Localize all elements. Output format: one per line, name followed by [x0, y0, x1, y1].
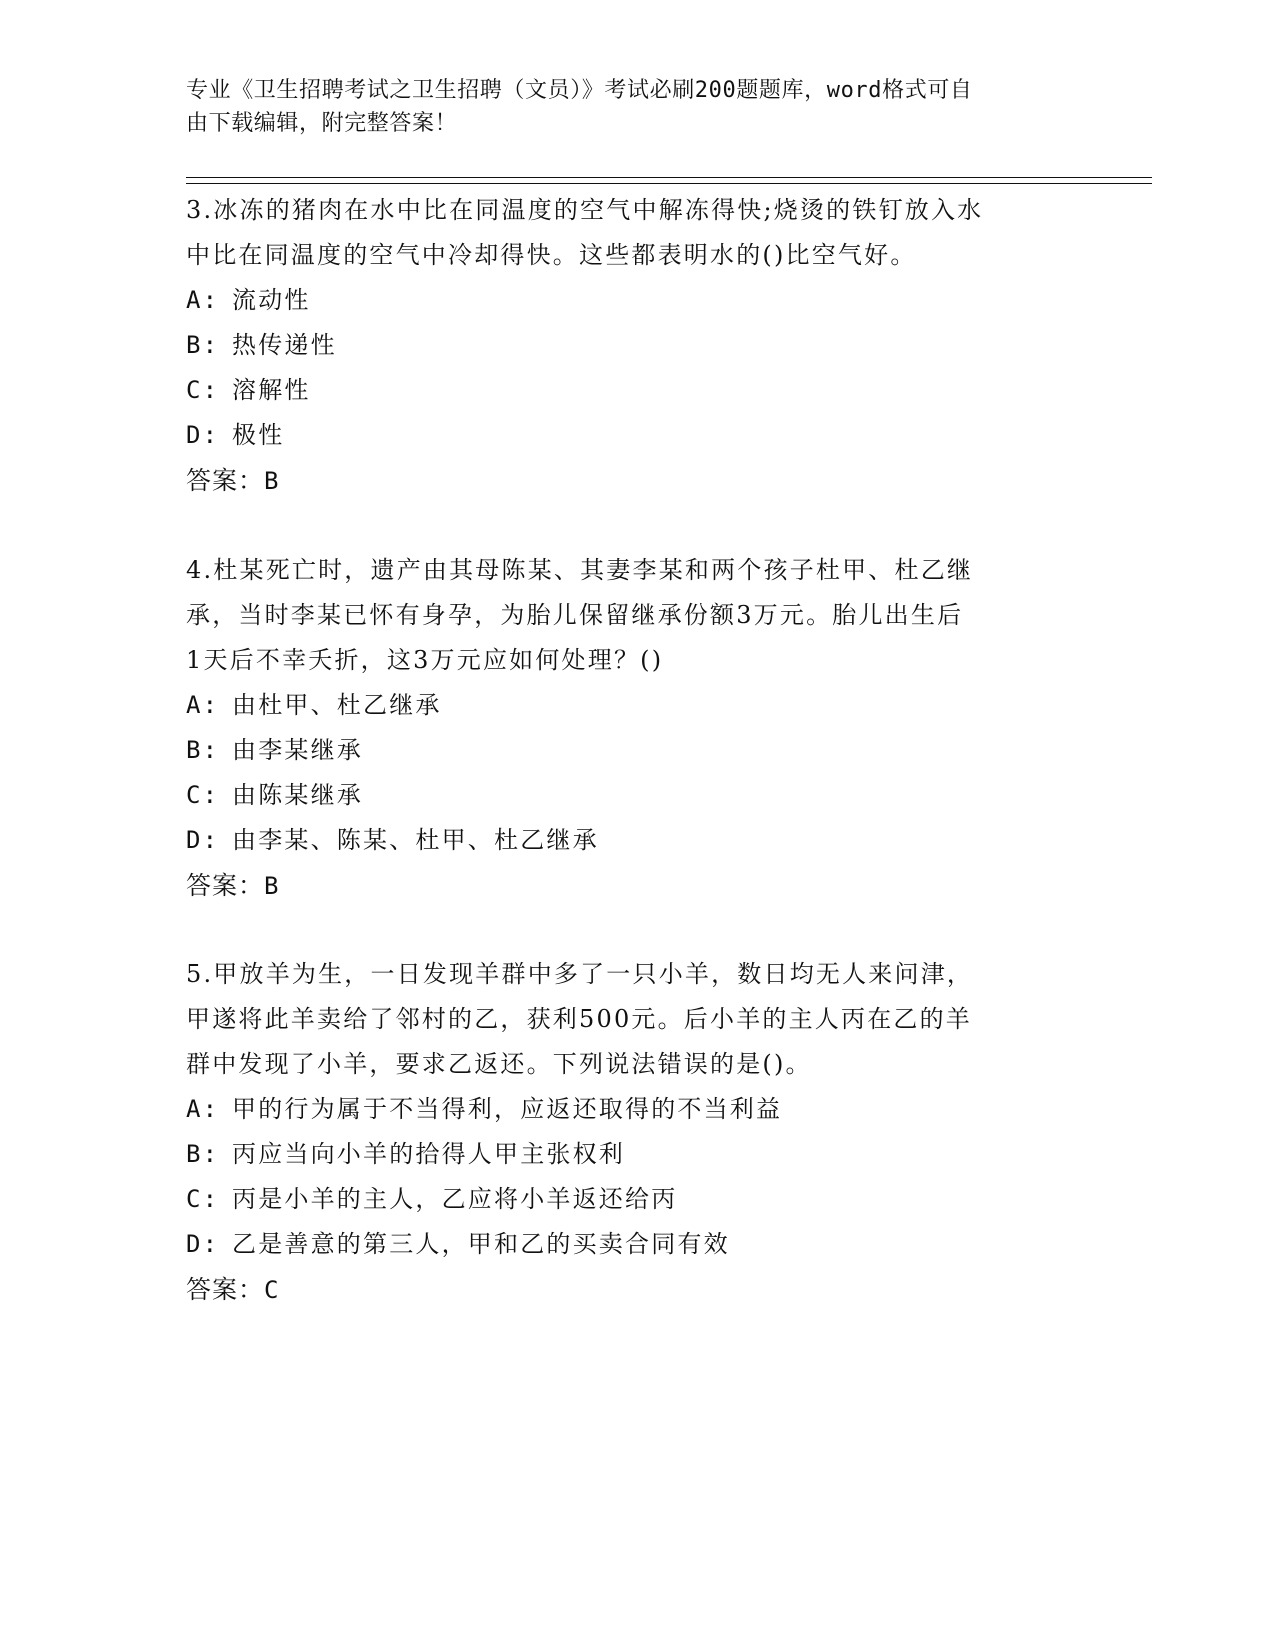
question-5 — [186, 952, 1086, 1313]
option-letter: D: — [186, 826, 220, 854]
option-text: 热传递性 — [232, 331, 337, 359]
option-letter: B: — [186, 736, 220, 764]
option-b — [186, 728, 1086, 773]
option-text: 丙应当向小羊的拾得人甲主张权利 — [232, 1140, 625, 1168]
answer-value: C — [264, 1276, 280, 1304]
option-letter: D: — [186, 421, 220, 449]
option-letter: A: — [186, 1095, 220, 1123]
option-letter: A: — [186, 286, 220, 314]
option-a — [186, 278, 1086, 323]
answer-line — [186, 1267, 1086, 1313]
option-text: 由陈某继承 — [232, 781, 363, 809]
option-c — [186, 1177, 1086, 1222]
option-a — [186, 1087, 1086, 1132]
option-text: 由李某、陈某、杜甲、杜乙继承 — [232, 826, 599, 854]
header-divider-top — [186, 177, 1152, 178]
question-text-line: 承，当时李某已怀有身孕，为胎儿保留继承份额3万元。胎儿出生后 — [186, 601, 964, 629]
question-text-line: 3.冰冻的猪肉在水中比在同温度的空气中解冻得快;烧烫的铁钉放入水 — [186, 196, 984, 224]
question-text-line: 1天后不幸夭折，这3万元应如何处理？() — [186, 646, 664, 674]
answer-line — [186, 458, 1086, 504]
option-d — [186, 413, 1086, 458]
question-text-line: 群中发现了小羊，要求乙返还。下列说法错误的是()。 — [186, 1050, 812, 1078]
option-text: 溶解性 — [232, 376, 311, 404]
answer-label: 答案： — [186, 1275, 265, 1304]
question-text-line: 4.杜某死亡时，遗产由其母陈某、其妻李某和两个孩子杜甲、杜乙继 — [186, 556, 974, 584]
option-letter: A: — [186, 691, 220, 719]
question-text-line: 中比在同温度的空气中冷却得快。这些都表明水的()比空气好。 — [186, 241, 917, 269]
question-3 — [186, 188, 1086, 504]
header-line-1: 专业《卫生招聘考试之卫生招聘（文员）》考试必刷200题题库，word格式可自 — [186, 78, 973, 103]
question-4 — [186, 548, 1086, 909]
option-c — [186, 368, 1086, 413]
option-d — [186, 818, 1086, 863]
header-line-2: 由下载编辑，附完整答案！ — [186, 111, 458, 136]
option-letter: B: — [186, 1140, 220, 1168]
header-divider-bottom — [186, 183, 1152, 184]
answer-value: B — [264, 467, 280, 495]
option-text: 甲的行为属于不当得利，应返还取得的不当利益 — [232, 1095, 783, 1123]
option-d — [186, 1222, 1086, 1267]
option-letter: C: — [186, 376, 220, 404]
option-letter: C: — [186, 1185, 220, 1213]
option-b — [186, 323, 1086, 368]
option-a — [186, 683, 1086, 728]
question-text-line: 甲遂将此羊卖给了邻村的乙，获利500元。后小羊的主人丙在乙的羊 — [186, 1005, 973, 1033]
option-text: 流动性 — [232, 286, 311, 314]
option-text: 乙是善意的第三人，甲和乙的买卖合同有效 — [232, 1230, 730, 1258]
answer-line — [186, 863, 1086, 909]
option-text: 由杜甲、杜乙继承 — [232, 691, 442, 719]
option-b — [186, 1132, 1086, 1177]
document-header — [186, 74, 1066, 140]
answer-label: 答案： — [186, 871, 265, 900]
answer-value: B — [264, 872, 280, 900]
option-text: 由李某继承 — [232, 736, 363, 764]
answer-label: 答案： — [186, 466, 265, 495]
option-text: 丙是小羊的主人，乙应将小羊返还给丙 — [232, 1185, 678, 1213]
option-letter: B: — [186, 331, 220, 359]
option-letter: C: — [186, 781, 220, 809]
question-text-line: 5.甲放羊为生，一日发现羊群中多了一只小羊，数日均无人来问津， — [186, 960, 974, 988]
option-c — [186, 773, 1086, 818]
option-text: 极性 — [232, 421, 285, 449]
option-letter: D: — [186, 1230, 220, 1258]
